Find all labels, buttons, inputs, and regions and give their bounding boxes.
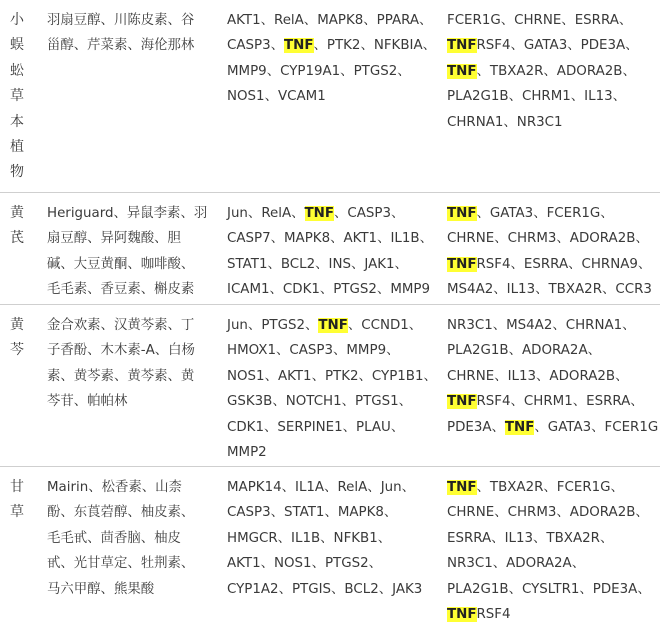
target-line: HMGCR、IL1B、NFKB1、	[227, 530, 392, 546]
compound-line: 子香酚、木木素-A、白杨	[47, 343, 195, 359]
compound-line: 羽扇豆醇、川陈皮素、谷	[47, 13, 195, 28]
targets-a-cell	[227, 475, 437, 602]
target-line: PLA2G1B、CHRM1、IL13、	[447, 89, 627, 105]
target-line: TNFRSF4、ESRRA、CHRNA9、	[447, 256, 652, 272]
target-line: AKT1、RelA、MAPK8、PPARA、	[227, 13, 433, 28]
search-highlight: TNF	[318, 318, 348, 333]
target-line: NOS1、VCAM1	[227, 89, 326, 105]
target-line: CASP7、MAPK8、AKT1、IL1B、	[227, 231, 433, 247]
search-highlight: TNF	[447, 256, 477, 272]
target-line: TNFRSF4	[447, 607, 511, 623]
compound-line: 甾醇、芹菜素、海伦那林	[47, 38, 195, 54]
compound-line: 芩苷、帕帕林	[47, 394, 128, 410]
target-line: NOS1、AKT1、PTK2、CYP1B1、	[227, 368, 437, 384]
target-line: CYP1A2、PTGIS、BCL2、JAK3	[227, 581, 423, 597]
search-highlight: TNF	[504, 419, 535, 435]
compound-line: 金合欢素、汉黄芩素、丁	[47, 318, 195, 333]
target-line: CDK1、SERPINE1、PLAU、	[227, 419, 405, 435]
herb-name-cell	[10, 201, 36, 252]
herb-name: 黄 芪	[10, 205, 24, 247]
target-line: TNFRSF4、CHRM1、ESRRA、	[447, 394, 644, 410]
target-line: Jun、RelA、TNF、CASP3、	[227, 206, 405, 221]
target-line: PLA2G1B、ADORA2A、	[447, 343, 601, 359]
target-line: HMOX1、CASP3、MMP9、	[227, 343, 400, 359]
table-row-2	[0, 305, 660, 465]
target-line: CASP3、STAT1、MAPK8、	[227, 505, 398, 521]
target-line: GSK3B、NOTCH1、PTGS1、	[227, 394, 413, 410]
target-line: CHRNE、IL13、ADORA2B、	[447, 368, 629, 384]
herb-name: 小 蜈 蚣 草 本 植 物	[10, 12, 24, 181]
compound-line: 甙、光甘草定、牡荆素、	[47, 556, 195, 572]
target-line: PLA2G1B、CYSLTR1、PDE3A、	[447, 581, 651, 597]
table-row-3	[0, 467, 660, 632]
search-highlight: TNF	[447, 63, 477, 79]
targets-a-cell	[227, 201, 437, 303]
compound-line: Mairin、松香素、山柰	[47, 480, 182, 495]
compounds-cell	[47, 313, 215, 415]
targets-a-cell	[227, 8, 437, 110]
target-line: MS4A2、IL13、TBXA2R、CCR3	[447, 282, 652, 298]
search-highlight: TNF	[447, 480, 477, 495]
targets-b-cell	[447, 313, 659, 440]
target-line: Jun、PTGS2、TNF、CCND1、	[227, 318, 423, 333]
herb-name-cell	[10, 475, 36, 526]
compound-line: 马六甲醇、熊果酸	[47, 581, 155, 597]
compound-line: 碱、大豆黄酮、咖啡酸、	[47, 256, 195, 272]
target-line: MMP9、CYP19A1、PTGS2、	[227, 63, 411, 79]
target-line: TNF、GATA3、FCER1G、	[447, 206, 614, 221]
search-highlight: TNF	[447, 607, 477, 623]
compound-line: Heriguard、异鼠李素、羽	[47, 206, 208, 221]
compound-line: 扇豆醇、异阿魏酸、胆	[47, 231, 181, 247]
search-highlight: TNF	[284, 38, 314, 54]
target-line: FCER1G、CHRNE、ESRRA、	[447, 13, 633, 28]
target-line: PDE3A、TNF、GATA3、FCER1G	[447, 419, 659, 435]
compounds-cell	[47, 201, 215, 303]
compound-line: 毛毛素、香豆素、槲皮素	[47, 282, 195, 298]
target-line: CHRNE、CHRM3、ADORA2B、	[447, 231, 649, 247]
table-row-1	[0, 193, 660, 303]
search-highlight: TNF	[447, 38, 477, 54]
herb-name: 甘 草	[10, 479, 24, 521]
target-line: CHRNE、CHRM3、ADORA2B、	[447, 505, 649, 521]
compounds-cell	[47, 475, 215, 602]
targets-a-cell	[227, 313, 437, 465]
compound-line: 毛毛甙、茴香脑、柚皮	[47, 530, 181, 546]
target-line: NR3C1、MS4A2、CHRNA1、	[447, 318, 636, 333]
herb-name: 黄 芩	[10, 317, 24, 359]
herb-name-cell	[10, 313, 36, 364]
targets-b-cell	[447, 201, 659, 303]
compound-line: 酚、东莨菪醇、柚皮素、	[47, 505, 195, 521]
target-line: TNF、TBXA2R、ADORA2B、	[447, 63, 636, 79]
target-line: ICAM1、CDK1、PTGS2、MMP9	[227, 282, 431, 298]
target-line: TNF、TBXA2R、FCER1G、	[447, 480, 624, 495]
target-line: NR3C1、ADORA2A、	[447, 556, 586, 572]
target-line: CASP3、TNF、PTK2、NFKBIA、	[227, 38, 437, 54]
target-line: MAPK14、IL1A、RelA、Jun、	[227, 480, 416, 495]
targets-b-cell	[447, 8, 659, 135]
target-line: AKT1、NOS1、PTGS2、	[227, 556, 382, 572]
table-row-0	[0, 0, 660, 185]
target-line: TNFRSF4、GATA3、PDE3A、	[447, 38, 639, 54]
compounds-cell	[47, 8, 215, 59]
compound-line: 素、黄芩素、黄芩素、黄	[47, 368, 195, 384]
targets-b-cell	[447, 475, 659, 627]
target-line: MMP2	[227, 445, 267, 461]
herb-name-cell	[10, 8, 36, 186]
search-highlight: TNF	[447, 394, 477, 410]
search-highlight: TNF	[447, 206, 477, 221]
target-line: ESRRA、IL13、TBXA2R、	[447, 530, 614, 546]
target-line: STAT1、BCL2、INS、JAK1、	[227, 256, 408, 272]
search-highlight: TNF	[304, 206, 335, 221]
target-line: CHRNA1、NR3C1	[447, 114, 563, 130]
